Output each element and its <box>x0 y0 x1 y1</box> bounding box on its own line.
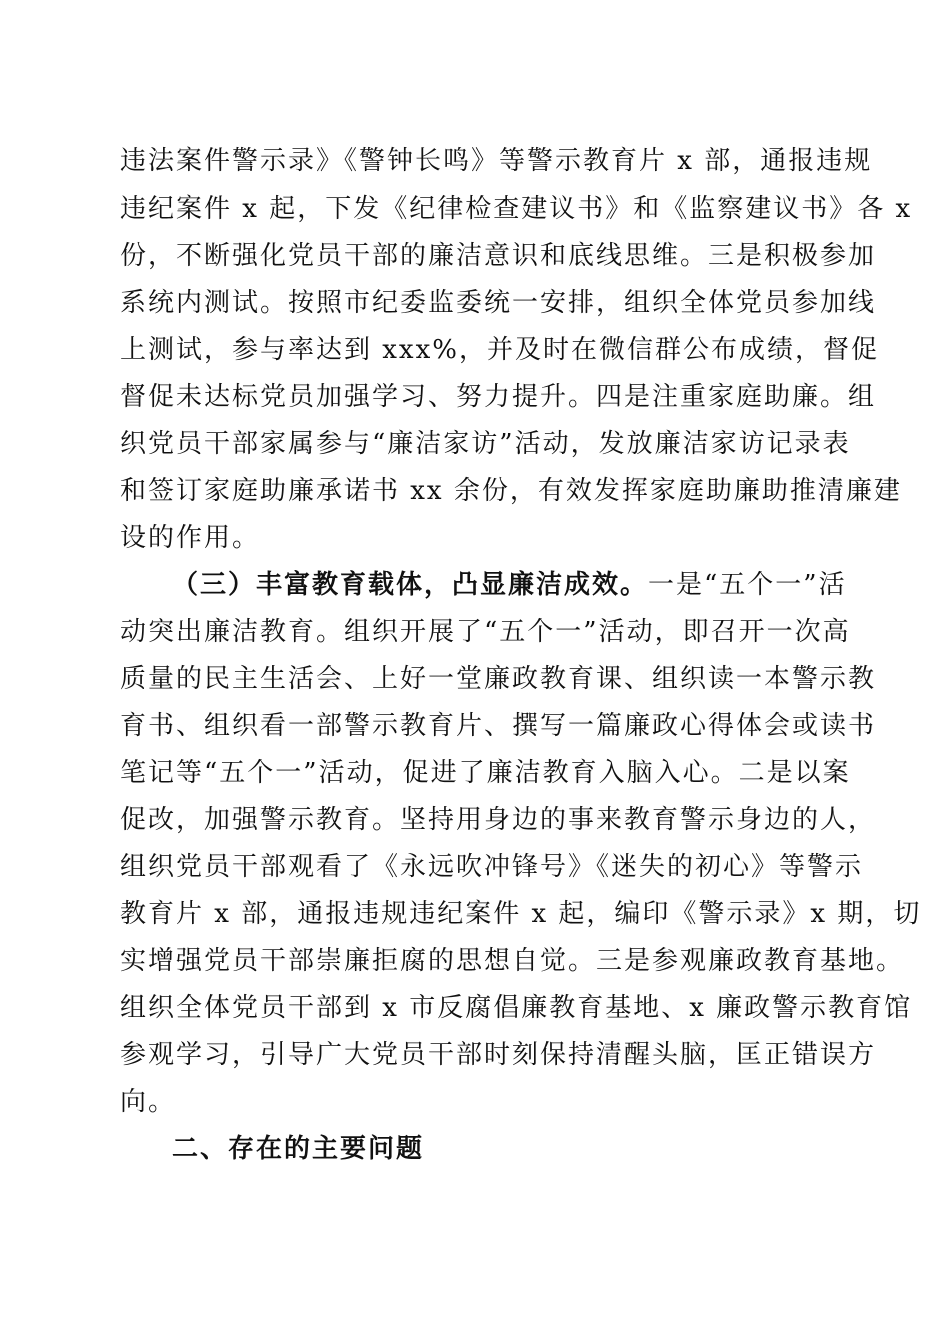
text-line: 教育片 x 部，通报违规违纪案件 x 起，编印《警示录》x 期，切 <box>120 899 922 929</box>
text-line: 质量的民主生活会、上好一堂廉政教育课、组织读一本警示教 <box>120 664 877 694</box>
text-line: 上测试，参与率达到 xxx%，并及时在微信群公布成绩，督促 <box>120 335 879 365</box>
paragraph-start-line <box>172 568 847 602</box>
text-line: 违法案件警示录》《警钟长鸣》等警示教育片 x 部，通报违规 <box>120 146 873 176</box>
text-line: 动突出廉洁教育。组织开展了“五个一”活动，即召开一次高 <box>120 617 851 647</box>
text-line: 份，不断强化党员干部的廉洁意识和底线思维。三是积极参加 <box>120 241 877 271</box>
subsection-heading: （三）丰富教育载体，凸显廉洁成效。 <box>172 570 649 600</box>
section-heading: 二、存在的主要问题 <box>172 1134 425 1164</box>
text-line: 织党员干部家属参与“廉洁家访”活动，发放廉洁家访记录表 <box>120 429 851 459</box>
text-line: 督促未达标党员加强学习、努力提升。四是注重家庭助廉。组 <box>120 382 877 412</box>
text-line: 和签订家庭助廉承诺书 xx 余份，有效发挥家庭助廉助推清廉建 <box>120 476 902 506</box>
text-segment: 一是“五个一”活 <box>648 570 847 600</box>
text-line: 设的作用。 <box>120 523 261 553</box>
text-line: 组织全体党员干部到 x 市反腐倡廉教育基地、x 廉政警示教育馆 <box>120 993 913 1023</box>
text-line: 育书、组织看一部警示教育片、撰写一篇廉政心得体会或读书 <box>120 711 877 741</box>
text-line: 系统内测试。按照市纪委监委统一安排，组织全体党员参加线 <box>120 288 877 318</box>
text-line: 促改，加强警示教育。坚持用身边的事来教育警示身边的人， <box>120 805 877 835</box>
text-line: 笔记等“五个一”活动，促进了廉洁教育入脑入心。二是以案 <box>120 758 851 788</box>
text-line: 实增强党员干部崇廉拒腐的思想自觉。三是参观廉政教育基地。 <box>120 946 905 976</box>
text-line: 违纪案件 x 起，下发《纪律检查建议书》和《监察建议书》各 x <box>120 194 913 224</box>
text-line: 组织党员干部观看了《永远吹冲锋号》《迷失的初心》等警示 <box>120 852 864 882</box>
text-line: 向。 <box>120 1087 177 1117</box>
text-line: 参观学习，引导广大党员干部时刻保持清醒头脑，匡正错误方 <box>120 1040 877 1070</box>
